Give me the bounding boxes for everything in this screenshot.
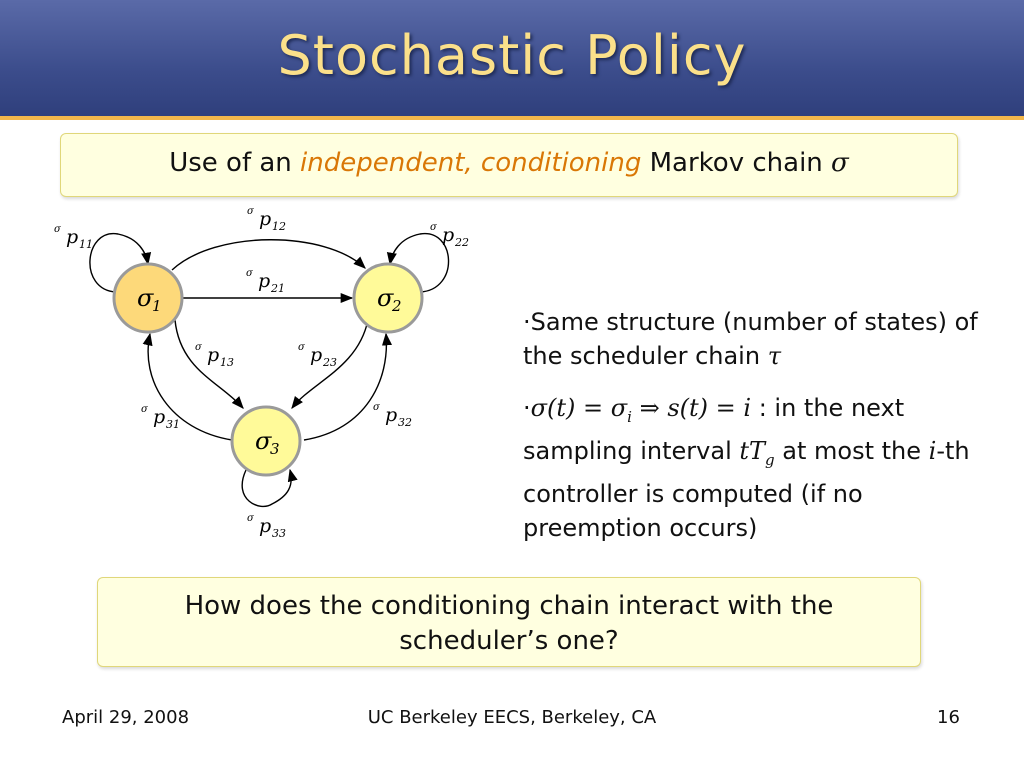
question-text: How does the conditioning chain interact with the scheduler’s one? xyxy=(184,591,834,656)
bullet-text: : in the next sampling interval xyxy=(523,394,905,465)
subtitle-emphasis: independent, conditioning xyxy=(300,148,642,178)
tTg-symbol: tT xyxy=(739,436,766,465)
svg-text:σ: σ xyxy=(373,402,380,413)
formula-rest: ⇒ s(t) = i xyxy=(631,394,752,422)
svg-text:σ: σ xyxy=(247,513,254,524)
bullet-text: -th controller is computed (if no preemption occurs) xyxy=(523,436,970,542)
state-sigma3 xyxy=(232,407,300,475)
bullet-item-structure xyxy=(523,305,993,373)
svg-text:σ: σ xyxy=(430,222,437,233)
svg-text:σ: σ xyxy=(246,268,253,279)
state-label: σ xyxy=(255,427,272,455)
question-box xyxy=(97,577,921,667)
svg-text:p: p xyxy=(258,270,271,292)
svg-text:p: p xyxy=(207,344,220,366)
footer-page-number: 16 xyxy=(937,707,960,728)
svg-text:33: 33 xyxy=(272,527,286,540)
svg-text:σ: σ xyxy=(54,224,61,235)
state-label: σ xyxy=(377,284,394,312)
label-p13 xyxy=(195,342,234,369)
svg-text:σ: σ xyxy=(298,342,305,353)
tTg-sub: g xyxy=(765,450,775,469)
svg-text:σ: σ xyxy=(247,206,254,217)
footer-date: April 29, 2008 xyxy=(62,707,190,728)
svg-text:p: p xyxy=(259,208,272,230)
label-p23 xyxy=(298,342,337,369)
tau-symbol: τ xyxy=(767,342,781,370)
i-symbol: i xyxy=(928,436,937,465)
svg-text:22: 22 xyxy=(455,236,469,249)
label-p31 xyxy=(141,404,180,431)
bullet-item-sampling xyxy=(523,391,993,545)
svg-text:p: p xyxy=(259,515,272,537)
svg-text:p: p xyxy=(66,226,79,248)
svg-text:σ: σ xyxy=(141,404,148,415)
svg-text:p: p xyxy=(385,404,398,426)
slide-title: Stochastic Policy xyxy=(277,24,747,87)
state-sub: 2 xyxy=(392,297,402,315)
bullet-dot: · xyxy=(523,308,531,336)
subtitle-sigma: σ xyxy=(831,148,849,178)
svg-text:p: p xyxy=(153,406,166,428)
svg-text:σ: σ xyxy=(195,342,202,353)
svg-text:21: 21 xyxy=(271,282,285,295)
svg-text:32: 32 xyxy=(398,416,412,429)
subtitle-prefix: Use of an xyxy=(169,148,301,178)
label-p22 xyxy=(430,222,469,249)
state-label: σ xyxy=(137,284,154,312)
bullet-dot: · xyxy=(523,394,531,422)
bullet-text: at most the xyxy=(774,436,929,465)
svg-text:p: p xyxy=(310,344,323,366)
svg-text:13: 13 xyxy=(220,356,234,369)
svg-text:23: 23 xyxy=(323,356,337,369)
bullet-list xyxy=(523,305,993,563)
state-sigma1 xyxy=(114,264,182,332)
footer-affiliation: UC Berkeley EECS, Berkeley, CA xyxy=(367,707,657,728)
label-p32 xyxy=(373,402,412,429)
edge-p12 xyxy=(172,240,365,270)
label-p21 xyxy=(246,268,285,295)
svg-text:12: 12 xyxy=(272,220,286,233)
subtitle-suffix: Markov chain xyxy=(641,148,832,178)
formula-sub: i xyxy=(627,407,632,426)
label-p11 xyxy=(54,224,93,251)
formula: σ(t) = σ xyxy=(530,394,628,422)
label-p12 xyxy=(247,206,286,233)
state-sub: 1 xyxy=(152,297,162,315)
state-sub: 3 xyxy=(270,440,280,458)
bullet-text: Same structure (number of states) of the scheduler chain xyxy=(523,308,978,370)
svg-text:11: 11 xyxy=(79,238,93,251)
label-p33 xyxy=(247,513,286,540)
state-sigma2 xyxy=(354,264,422,332)
svg-text:p: p xyxy=(442,224,455,246)
svg-text:31: 31 xyxy=(166,418,180,431)
